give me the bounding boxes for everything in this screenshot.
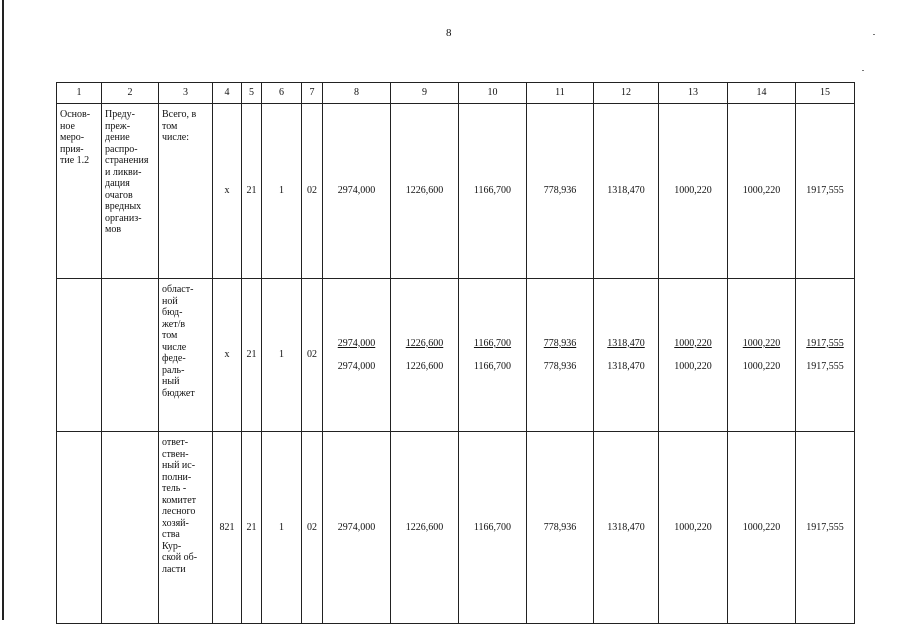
code-cell: 21 (242, 104, 262, 279)
activity-description-cell: Преду- преж- дение распро- странения и ликви- дация очагов вредных организ- мов (102, 104, 159, 279)
activity-name-cell (57, 279, 102, 432)
code-cell: х (213, 104, 242, 279)
federal-budget-value: 2974,000 (337, 360, 376, 372)
value-cell (796, 279, 855, 432)
value-cell: 1226,600 (391, 104, 459, 279)
table-row (57, 279, 855, 432)
code-cell: 02 (302, 279, 323, 432)
value-cell (323, 279, 391, 432)
header-cell: 2 (102, 83, 159, 104)
activity-description-cell (102, 279, 159, 432)
value-cell: 2974,000 (323, 104, 391, 279)
code-cell: 1 (262, 432, 302, 624)
value-cell: 1318,470 (594, 104, 659, 279)
federal-budget-value: 1226,600 (405, 360, 444, 372)
regional-budget-value: 1000,220 (674, 337, 712, 349)
value-cell: 1166,700 (459, 104, 527, 279)
code-cell: х (213, 279, 242, 432)
responsible-executor-cell: ответ- ствен- ный ис- полни- тель - комитет лесного хозяй- ства Кур- ской об- ласти (159, 432, 213, 624)
value-cell: 2974,000 (323, 432, 391, 624)
table-row (57, 432, 855, 624)
activity-name-cell (57, 432, 102, 624)
activity-description-cell (102, 432, 159, 624)
regional-budget-value: 1318,470 (607, 337, 645, 349)
value-cell: 1917,555 (796, 104, 855, 279)
scan-speck (873, 34, 875, 35)
table-row (57, 104, 855, 279)
value-cell: 1166,700 (459, 432, 527, 624)
budget-table (56, 82, 855, 624)
code-cell: 21 (242, 432, 262, 624)
code-cell: 1 (262, 104, 302, 279)
regional-budget-value: 2974,000 (337, 337, 376, 349)
left-margin-rule (2, 0, 4, 620)
value-cell: 1917,555 (796, 432, 855, 624)
code-cell: 02 (302, 432, 323, 624)
header-cell: 4 (213, 83, 242, 104)
header-cell: 10 (459, 83, 527, 104)
header-cell: 3 (159, 83, 213, 104)
header-cell: 6 (262, 83, 302, 104)
value-cell: 778,936 (527, 104, 594, 279)
value-cell: 1226,600 (391, 432, 459, 624)
header-cell: 14 (728, 83, 796, 104)
value-cell (728, 279, 796, 432)
header-cell: 13 (659, 83, 728, 104)
federal-budget-value: 1000,220 (674, 360, 712, 372)
federal-budget-value: 778,936 (543, 360, 577, 372)
value-cell: 778,936 (527, 432, 594, 624)
header-cell: 5 (242, 83, 262, 104)
value-cell (391, 279, 459, 432)
scan-speck (862, 70, 864, 71)
value-cell: 1000,220 (659, 104, 728, 279)
header-cell: 8 (323, 83, 391, 104)
regional-budget-value: 1226,600 (405, 337, 444, 349)
header-cell: 7 (302, 83, 323, 104)
header-cell: 11 (527, 83, 594, 104)
federal-budget-value: 1000,220 (742, 360, 781, 372)
value-cell (527, 279, 594, 432)
value-cell: 1000,220 (659, 432, 728, 624)
page-number: 8 (446, 27, 452, 39)
header-cell: 9 (391, 83, 459, 104)
value-cell (659, 279, 728, 432)
regional-budget-value: 1000,220 (742, 337, 781, 349)
value-cell (459, 279, 527, 432)
federal-budget-value: 1318,470 (607, 360, 645, 372)
value-cell: 1318,470 (594, 432, 659, 624)
code-cell: 02 (302, 104, 323, 279)
federal-budget-value: 1917,555 (806, 360, 844, 372)
value-cell: 1000,220 (728, 432, 796, 624)
value-cell (594, 279, 659, 432)
header-cell: 1 (57, 83, 102, 104)
regional-budget-value: 1166,700 (473, 337, 512, 349)
code-cell: 1 (262, 279, 302, 432)
value-cell: 1000,220 (728, 104, 796, 279)
activity-name-cell: Основ- ное меро- прия- тие 1.2 (57, 104, 102, 279)
code-cell: 21 (242, 279, 262, 432)
code-cell: 821 (213, 432, 242, 624)
regional-budget-value: 1917,555 (806, 337, 844, 349)
funding-source-cell: Всего, в том числе: (159, 104, 213, 279)
federal-budget-value: 1166,700 (473, 360, 512, 372)
header-cell: 12 (594, 83, 659, 104)
header-cell: 15 (796, 83, 855, 104)
regional-budget-value: 778,936 (543, 337, 577, 349)
table-header-row (57, 83, 855, 104)
funding-source-cell: област- ной бюд- жет/в том числе феде- раль- ный бюджет (159, 279, 213, 432)
